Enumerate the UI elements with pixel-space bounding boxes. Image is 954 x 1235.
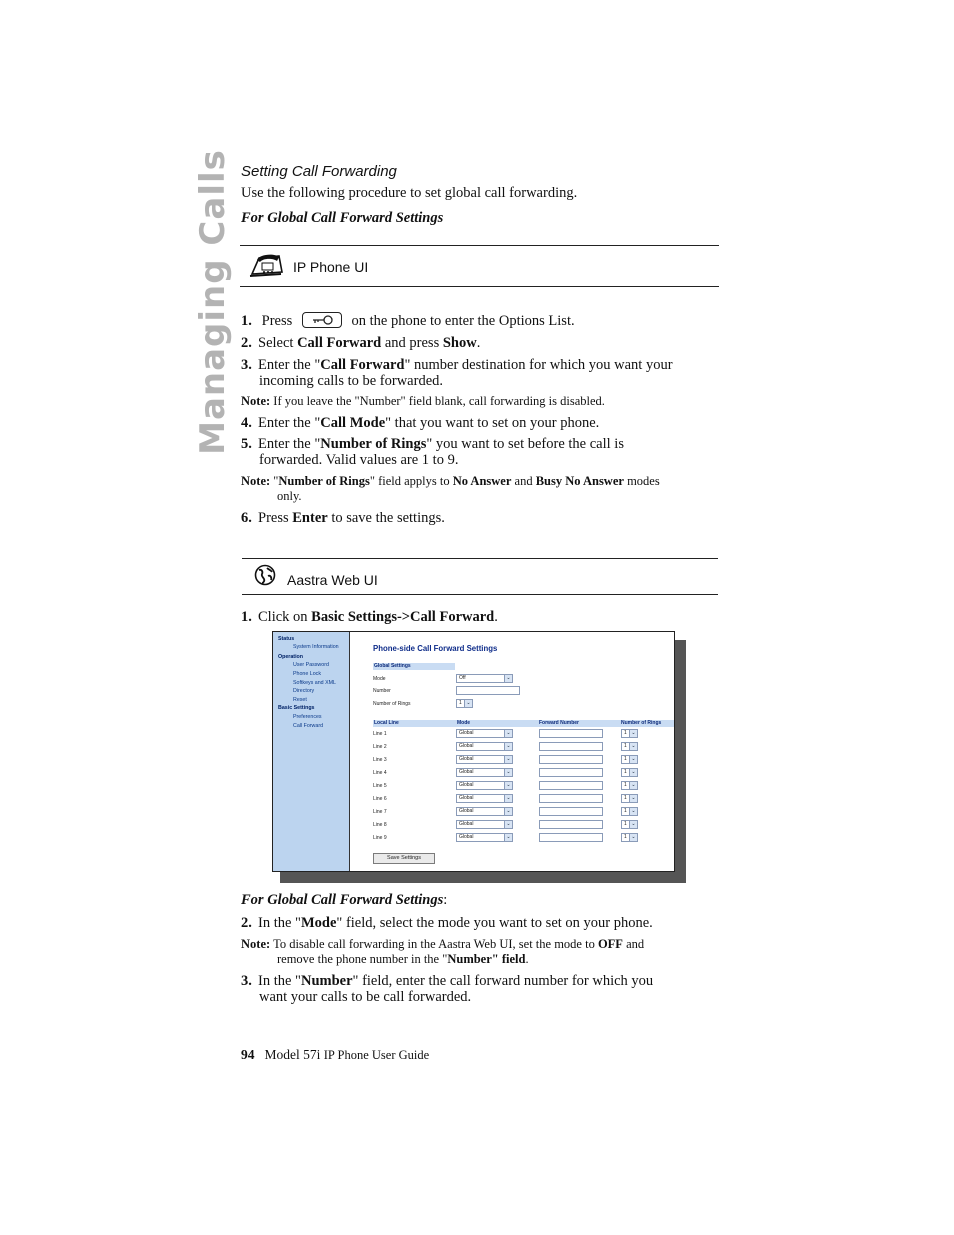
step-1: 1. Press on the phone to enter the Options List. (241, 313, 575, 329)
line-label: Line 4 (373, 770, 387, 776)
line-rings-select[interactable]: 1 ⌄ (621, 781, 638, 790)
divider (240, 245, 719, 246)
chevron-down-icon: ⌄ (504, 730, 512, 737)
sub-heading: For Global Call Forward Settings (241, 210, 444, 226)
chevron-down-icon: ⌄ (629, 795, 637, 802)
number-label: Number (373, 688, 391, 694)
nav-item[interactable]: User Password (293, 662, 329, 668)
chevron-down-icon: ⌄ (629, 756, 637, 763)
rings-select[interactable]: 1 ⌄ (456, 699, 473, 708)
line-rings-select[interactable]: 1 ⌄ (621, 794, 638, 803)
line-mode-select[interactable]: Global ⌄ (456, 768, 513, 777)
step-3: 3. Enter the "Call Forward" number destination for which you want your incoming calls to be forwarded. (241, 357, 673, 389)
chevron-down-icon: ⌄ (629, 808, 637, 815)
line-mode-select[interactable]: Global ⌄ (456, 807, 513, 816)
note-2: Note: "Number of Rings" field applys to No Answer and Busy No Answer modes only. (241, 474, 660, 503)
line-label: Line 6 (373, 796, 387, 802)
options-key-icon (302, 312, 342, 328)
nav-heading: Basic Settings (278, 705, 315, 711)
line-label: Line 5 (373, 783, 387, 789)
line-rings-select[interactable]: 1 ⌄ (621, 729, 638, 738)
model-name: Model 57i (264, 1047, 321, 1062)
chevron-down-icon: ⌄ (504, 795, 512, 802)
section-heading: Setting Call Forwarding (241, 163, 397, 180)
line-label: Line 7 (373, 809, 387, 815)
line-rings-select[interactable]: 1 ⌄ (621, 807, 638, 816)
lines-table-header (373, 720, 675, 727)
ip-phone-ui-label: IP Phone UI (293, 259, 369, 275)
nav-item-call-forward[interactable]: Call Forward (293, 723, 324, 729)
page-footer (241, 1047, 429, 1063)
line-forward-number-input[interactable] (539, 768, 603, 777)
chevron-down-icon: ⌄ (504, 808, 512, 815)
web-ui-label: Aastra Web UI (287, 572, 378, 588)
chevron-down-icon: ⌄ (629, 769, 637, 776)
line-mode-select[interactable]: Global ⌄ (456, 742, 513, 751)
nav-item[interactable]: Reset (293, 697, 307, 703)
chevron-down-icon: ⌄ (504, 756, 512, 763)
line-mode-select[interactable]: Global ⌄ (456, 833, 513, 842)
nav-item[interactable]: Directory (293, 688, 315, 694)
chapter-side-title (188, 149, 238, 455)
line-mode-select[interactable]: Global ⌄ (456, 820, 513, 829)
chapter-title-text: Managing Calls (193, 149, 233, 455)
line-forward-number-input[interactable] (539, 742, 603, 751)
line-label: Line 9 (373, 835, 387, 841)
line-forward-number-input[interactable] (539, 755, 603, 764)
chevron-down-icon: ⌄ (629, 743, 637, 750)
col-forward-number: Forward Number (539, 720, 580, 726)
chevron-down-icon: ⌄ (629, 834, 637, 841)
line-forward-number-input[interactable] (539, 820, 603, 829)
line-mode-select[interactable]: Global ⌄ (456, 755, 513, 764)
chevron-down-icon: ⌄ (504, 821, 512, 828)
page-number: 94 (241, 1047, 255, 1062)
web-step-2: 2. In the "Mode" field, select the mode you want to set on your phone. (241, 915, 653, 931)
web-sub-heading: For Global Call Forward Settings: (241, 892, 448, 908)
nav-heading: Operation (278, 654, 304, 660)
note-1: Note: If you leave the "Number" field blank, call forwarding is disabled. (241, 394, 605, 408)
col-mode: Mode (457, 720, 471, 726)
line-rings-select[interactable]: 1 ⌄ (621, 833, 638, 842)
mode-label: Mode (373, 676, 386, 682)
web-step-3: 3. In the "Number" field, enter the call forward number for which you want your calls to be call forwarded. (241, 973, 654, 1005)
chevron-down-icon: ⌄ (464, 700, 472, 707)
line-forward-number-input[interactable] (539, 781, 603, 790)
screenshot-title: Phone-side Call Forward Settings (373, 644, 498, 653)
globe-icon (254, 564, 276, 590)
global-settings-header: Global Settings (373, 663, 455, 670)
nav-item[interactable]: System Information (293, 644, 339, 650)
nav-item[interactable]: Preferences (293, 714, 322, 720)
web-note: Note: To disable call forwarding in the Aastra Web UI, set the mode to OFF and remove the phone number in the "Number" field. (241, 937, 645, 966)
chevron-down-icon: ⌄ (629, 730, 637, 737)
chevron-down-icon: ⌄ (629, 821, 637, 828)
chevron-down-icon: ⌄ (629, 782, 637, 789)
screenshot-sidebar (273, 632, 350, 871)
line-mode-select[interactable]: Global ⌄ (456, 729, 513, 738)
line-mode-select[interactable]: Global ⌄ (456, 781, 513, 790)
col-number-of-rings: Number of Rings (621, 720, 662, 726)
nav-item[interactable]: Softkeys and XML (293, 680, 336, 686)
guide-title: IP Phone User Guide (323, 1048, 430, 1062)
line-label: Line 3 (373, 757, 387, 763)
intro-text: Use the following procedure to set global call forwarding. (241, 185, 578, 201)
col-local-line: Local Line (374, 720, 399, 726)
line-forward-number-input[interactable] (539, 833, 603, 842)
nav-heading: Status (278, 636, 295, 642)
web-step-1: 1. Click on Basic Settings->Call Forward. (241, 609, 498, 625)
line-rings-select[interactable]: 1 ⌄ (621, 820, 638, 829)
save-settings-button[interactable]: Save Settings (373, 853, 435, 864)
screenshot-main (351, 632, 675, 871)
step-2: 2. Select Call Forward and press Show. (241, 335, 481, 351)
line-rings-select[interactable]: 1 ⌄ (621, 768, 638, 777)
line-mode-select[interactable]: Global ⌄ (456, 794, 513, 803)
chevron-down-icon: ⌄ (504, 675, 512, 682)
chevron-down-icon: ⌄ (504, 834, 512, 841)
chevron-down-icon: ⌄ (504, 782, 512, 789)
chevron-down-icon: ⌄ (504, 743, 512, 750)
step-4: 4. Enter the "Call Mode" that you want to set on your phone. (241, 415, 600, 431)
line-forward-number-input[interactable] (539, 794, 603, 803)
line-forward-number-input[interactable] (539, 729, 603, 738)
step-6: 6. Press Enter to save the settings. (241, 510, 445, 526)
line-rings-select[interactable]: 1 ⌄ (621, 755, 638, 764)
divider (242, 558, 718, 559)
divider (242, 594, 718, 595)
step-5: 5. Enter the "Number of Rings" you want to set before the call is forwarded. Valid values are 1 to 9. (241, 436, 624, 468)
line-rings-select[interactable]: 1 ⌄ (621, 742, 638, 751)
web-ui-screenshot (272, 631, 675, 872)
line-forward-number-input[interactable] (539, 807, 603, 816)
divider (240, 286, 719, 287)
chevron-down-icon: ⌄ (504, 769, 512, 776)
line-label: Line 8 (373, 822, 387, 828)
rings-label: Number of Rings (373, 701, 411, 707)
line-label: Line 1 (373, 731, 387, 737)
line-label: Line 2 (373, 744, 387, 750)
nav-item[interactable]: Phone Lock (293, 671, 321, 677)
mode-select[interactable]: Off ⌄ (456, 674, 513, 683)
number-input[interactable] (456, 686, 520, 695)
phone-icon (249, 252, 285, 284)
